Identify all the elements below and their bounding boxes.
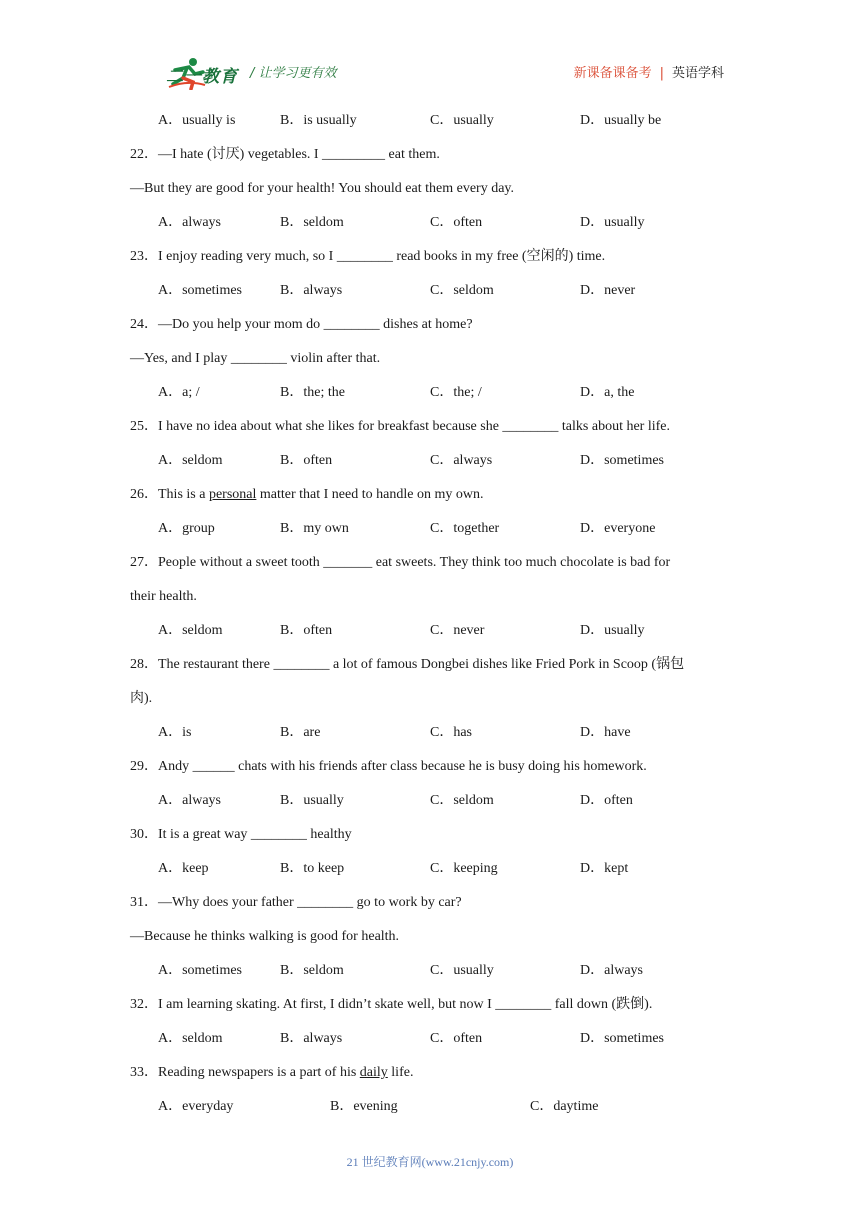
answer-option: D．often xyxy=(580,793,633,808)
options-row xyxy=(130,376,730,410)
options-row xyxy=(130,716,730,750)
question-line: 29．Andy ______ chats with his friends after class because he is busy doing his homework. xyxy=(130,759,647,774)
answer-option: D．always xyxy=(580,963,643,978)
answer-option: D．never xyxy=(580,283,636,298)
answer-option: D．usually xyxy=(580,623,645,638)
answer-option: B．to keep xyxy=(280,861,345,876)
answer-option: D．usually xyxy=(580,215,645,230)
options-row xyxy=(130,512,730,546)
answer-option: C．keeping xyxy=(430,861,498,876)
header-separator: | xyxy=(659,66,664,81)
page-header xyxy=(0,0,860,100)
answer-option: D．kept xyxy=(580,861,629,876)
answer-option: A．everyday xyxy=(158,1099,234,1114)
header-brand: 新课备课备考 xyxy=(573,66,652,81)
question-line xyxy=(130,1056,730,1090)
answer-option: D．sometimes xyxy=(580,1031,664,1046)
answer-option: A．usually is xyxy=(158,113,236,128)
underlined-word: daily xyxy=(359,1065,388,1080)
logo-text: 二一教育 xyxy=(166,67,238,87)
answer-option: C．together xyxy=(430,521,500,536)
question-line: 22．—I hate (讨厌) vegetables. I _________ eat them. xyxy=(130,147,440,162)
question-line: 27．People without a sweet tooth _______ eat sweets. They think too much chocolate is bad for xyxy=(130,555,671,570)
answer-option: D．everyone xyxy=(580,521,656,536)
options-row xyxy=(130,954,730,988)
answer-option: C．daytime xyxy=(530,1099,599,1114)
options-row xyxy=(130,852,730,886)
options-row xyxy=(130,1090,730,1124)
answer-option: C．often xyxy=(430,215,483,230)
answer-option: C．seldom xyxy=(430,793,494,808)
answer-option: A．always xyxy=(158,215,221,230)
answer-option: C．often xyxy=(430,1031,483,1046)
question-line: 30．It is a great way ________ healthy xyxy=(130,827,352,842)
answer-option: A．seldom xyxy=(158,623,223,638)
options-row xyxy=(130,274,730,308)
answer-option: B．my own xyxy=(280,521,349,536)
question-line: their health. xyxy=(130,589,197,604)
answer-option: A．sometimes xyxy=(158,283,242,298)
question-line: 32．I am learning skating. At first, I didn’t skate well, but now I ________ fall down (跌倒). xyxy=(130,997,653,1012)
header-subject: 英语学科 xyxy=(671,66,724,81)
answer-option: A．group xyxy=(158,521,215,536)
answer-option: C．has xyxy=(430,725,472,740)
question-line: 24．—Do you help your mom do ________ dishes at home? xyxy=(130,317,473,332)
question-line: —But they are good for your health! You should eat them every day. xyxy=(130,181,515,196)
answer-option: A．is xyxy=(158,725,192,740)
answer-option: B．usually xyxy=(280,793,344,808)
question-line: 肉). xyxy=(130,691,153,706)
answer-option: D．a, the xyxy=(580,385,635,400)
question-text: 26．This is a xyxy=(130,487,209,502)
question-line: 28．The restaurant there ________ a lot of famous Dongbei dishes like Fried Pork in Scoop (锅包 xyxy=(130,657,685,672)
underlined-word: personal xyxy=(208,487,257,502)
options-row xyxy=(130,444,730,478)
answer-option: B．always xyxy=(280,1031,343,1046)
answer-option: C．seldom xyxy=(430,283,494,298)
header-slogan: / 让学习更有效 xyxy=(250,66,337,81)
question-line: —Because he thinks walking is good for health. xyxy=(130,929,400,944)
options-row xyxy=(130,614,730,648)
page-footer: 21 世纪教育网(www.21cnjy.com) xyxy=(346,1155,514,1169)
answer-option: A．seldom xyxy=(158,453,223,468)
answer-option: B．seldom xyxy=(280,215,344,230)
question-line: —Yes, and I play ________ violin after that. xyxy=(130,351,381,366)
answer-option: B．always xyxy=(280,283,343,298)
options-row xyxy=(130,784,730,818)
options-row xyxy=(130,1022,730,1056)
question-line: 25．I have no idea about what she likes for breakfast because she ________ talks about her life. xyxy=(130,419,670,434)
answer-option: A．a; / xyxy=(158,385,200,400)
answer-option: B．seldom xyxy=(280,963,344,978)
answer-option: D．have xyxy=(580,725,631,740)
question-list xyxy=(130,104,730,1124)
answer-option: A．always xyxy=(158,793,221,808)
answer-option: B．often xyxy=(280,623,333,638)
question-line: 31．—Why does your father ________ go to work by car? xyxy=(130,895,462,910)
answer-option: B．are xyxy=(280,725,321,740)
question-text: 33．Reading newspapers is a part of his xyxy=(130,1065,360,1080)
answer-option: C．usually xyxy=(430,113,494,128)
answer-option: A．keep xyxy=(158,861,209,876)
header-right xyxy=(574,62,724,81)
question-text: life. xyxy=(387,1065,414,1080)
answer-option: C．always xyxy=(430,453,493,468)
question-line: 23．I enjoy reading very much, so I ________ read books in my free (空闲的) time. xyxy=(130,249,606,264)
answer-option: C．never xyxy=(430,623,485,638)
answer-option: D．usually be xyxy=(580,113,662,128)
answer-option: B．is usually xyxy=(280,113,357,128)
answer-option: D．sometimes xyxy=(580,453,664,468)
options-row xyxy=(130,104,730,138)
answer-option: A．sometimes xyxy=(158,963,242,978)
answer-option: A．seldom xyxy=(158,1031,223,1046)
answer-option: C．the; / xyxy=(430,385,482,400)
answer-option: B．evening xyxy=(330,1099,398,1114)
answer-option: B．often xyxy=(280,453,333,468)
answer-option: B．the; the xyxy=(280,385,345,400)
question-text: matter that I need to handle on my own. xyxy=(256,487,484,502)
options-row xyxy=(130,206,730,240)
answer-option: C．usually xyxy=(430,963,494,978)
question-line xyxy=(130,478,730,512)
